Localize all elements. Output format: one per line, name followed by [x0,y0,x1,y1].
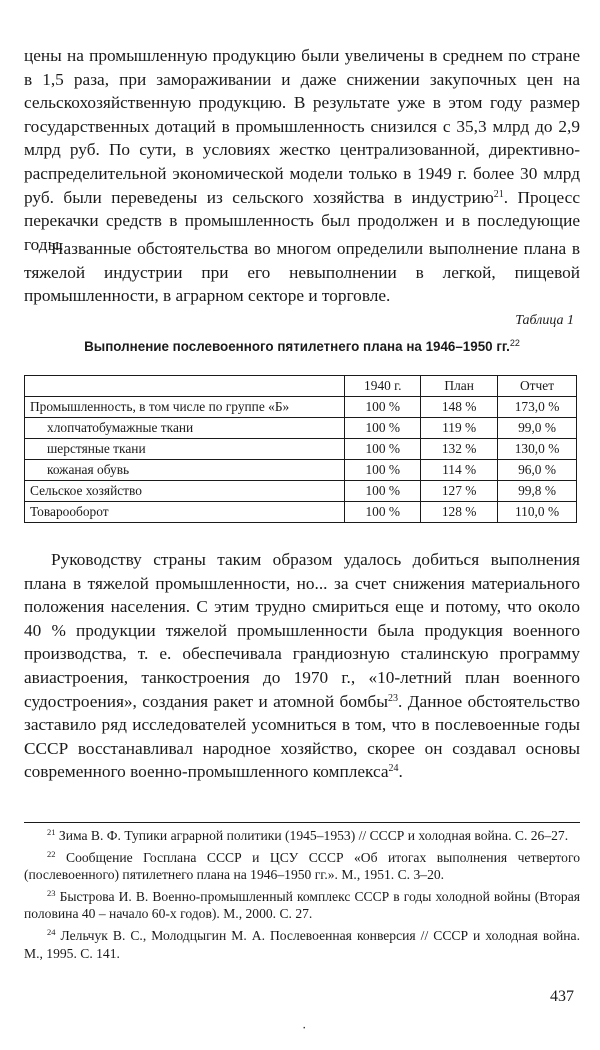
page-number: 437 [550,988,574,1005]
footnote-23: $^{23}$ Быстрова И. В. Военно-промышленный комплекс СССР в годы холодной войны (Вторая половина 40 – начало 60-х годов). М., 2000. С. 27. [24,887,580,922]
footnote-ref-21[interactable]: 21 [493,188,504,200]
paragraph-3: Руководству страны таким образом удалось добиться выполнения плана в тяжелой промышленности, но... за счет снижения материального положения населения. С этим трудно смириться еще и потому, что около 40 % продукции тяжелой промышленности была продукция военного производства, т. е. обеспечивала грандиозную сталинскую программу авиастроения, танкостроения до 1970 г., «10-летний план военного судостроения», создания ракет и атомной бомбы$^{23}$. Данное обстоятельство заставило ряд исследователей усомниться в том, что в послевоенные годы СССР восстанавливал народное хозяйство, скорее он создавал основы современного военно-промышленного комплекса$^{24}$. [24,550,580,782]
cell-1940: 100 % [345,439,421,460]
cell-report: 99,8 % [498,481,577,502]
table-row [25,397,577,418]
table-row [25,481,577,502]
footnote-number: 21 [47,827,56,837]
cell-report: 110,0 % [498,502,577,523]
cell-plan: 119 % [421,418,498,439]
cell-plan: 148 % [421,397,498,418]
footnote-22: $^{22}$ Сообщение Госплана СССР и ЦСУ СССР «Об итогах выполнения четвертого (послевоенного) пятилетнего плана на 1946–1950 гг.». М., 1951. С. 3–20. [24,848,580,883]
bottom-mark: ٠ [301,1020,308,1034]
paragraph-2: Названные обстоятельства во многом определили выполнение плана в тяжелой индустрии при его невыполнении в легкой, пищевой промышленности, в аграрном секторе и торговле. [24,239,580,306]
cell-plan: 128 % [421,502,498,523]
header-cell-1940: 1940 г. [345,376,421,397]
plan-fulfillment-table [24,375,577,523]
row-label: Сельское хозяйство [25,481,345,502]
table-caption: Таблица 1 [515,313,574,328]
footnote-number: 22 [47,848,56,859]
cell-report: 173,0 % [498,397,577,418]
cell-plan: 127 % [421,481,498,502]
table-row [25,460,577,481]
header-cell-plan: План [421,376,498,397]
header-cell-report: Отчет [498,376,577,397]
cell-report: 96,0 % [498,460,577,481]
footnote-21: $^{21}$ Зима В. Ф. Тупики аграрной политики (1945–1953) // СССР и холодная война. С. 26–27. [47,827,569,843]
row-label: Товарооборот [25,502,345,523]
cell-report: 130,0 % [498,439,577,460]
footnotes [24,822,580,966]
cell-1940: 100 % [345,397,421,418]
paragraph-1: цены на промышленную продукцию были увеличены в среднем по стране в 1,5 раза, при замораживании и даже снижении закупочных цен на сельскохозяйственную продукцию. В результате уже в этом году размер государственных дотаций в промышленность снизился с 35,3 млрд до 2,9 млрд руб. По сути, в условиях жестко централизованной, директивно-распределительной экономической модели только в 1949 г. более 30 млрд руб. были переведены из сельского хозяйства в индустрию$^{21}$. Процесс перекачки средств в промышленность был продолжен и в последующие годы. [24,46,580,254]
cell-plan: 132 % [421,439,498,460]
row-label: Промышленность, в том числе по группе «Б» [25,397,345,418]
cell-1940: 100 % [345,418,421,439]
cell-1940: 100 % [345,460,421,481]
footnote-ref-24[interactable]: 24 [388,763,399,775]
row-label: хлопчатобумажные ткани [25,418,345,439]
table-header-row [25,376,577,397]
table-row [25,418,577,439]
cell-1940: 100 % [345,502,421,523]
header-cell [25,376,345,397]
footnote-number: 23 [47,887,56,898]
row-label: кожаная обувь [25,460,345,481]
cell-report: 99,0 % [498,418,577,439]
row-label: шерстяные ткани [25,439,345,460]
cell-1940: 100 % [345,481,421,502]
cell-plan: 114 % [421,460,498,481]
table-row [25,439,577,460]
footnote-number: 24 [47,926,56,937]
table-row [25,502,577,523]
footnote-24: $^{24}$ Лельчук В. С., Молодцыгин М. А. Послевоенная конверсия // СССР и холодная война. М., 1995. С. 141. [24,926,580,961]
footnote-ref-23[interactable]: 23 [387,692,398,704]
table-title: Выполнение послевоенного пятилетнего плана на 1946–1950 гг.$^{22}$ [84,338,520,354]
footnote-ref-22[interactable]: 22 [509,338,520,348]
